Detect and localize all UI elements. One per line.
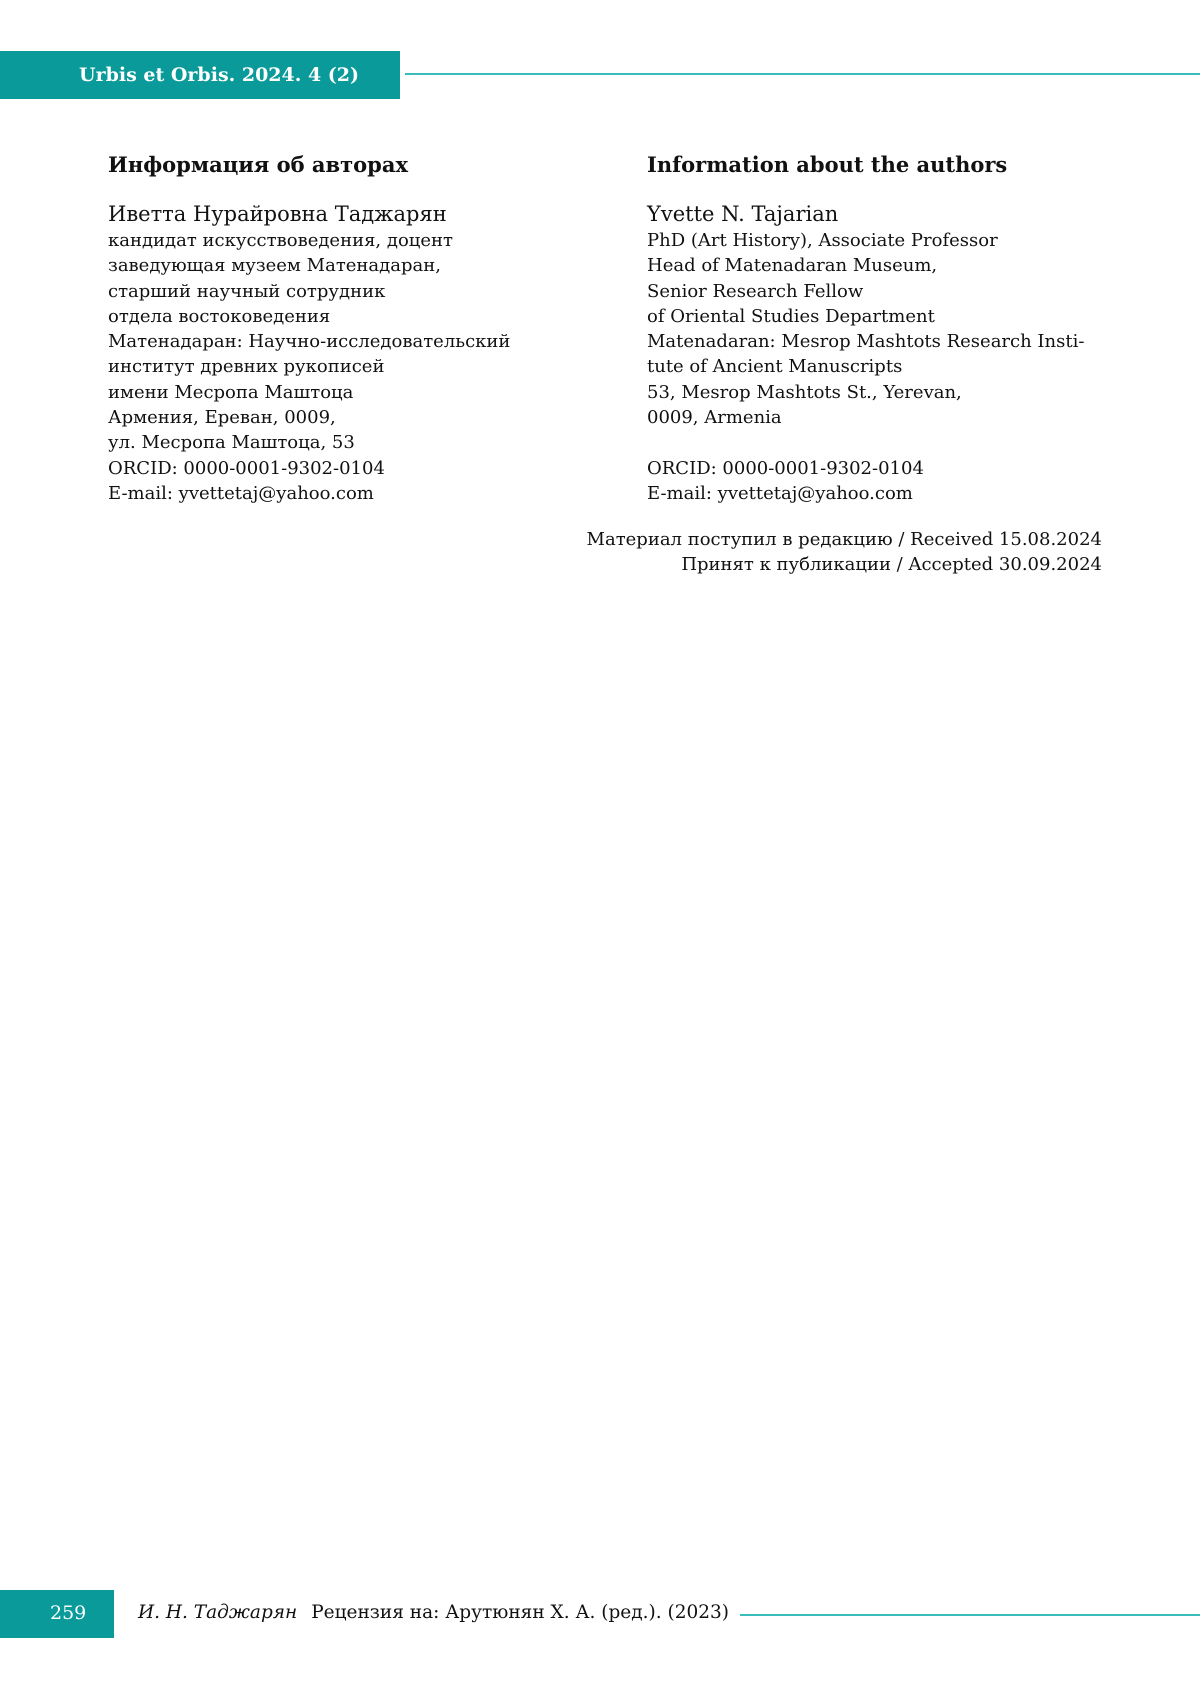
heading-en: Information about the authors: [647, 152, 1008, 177]
header-rule: [405, 73, 1200, 75]
info-line-ru: институт древних рукописей: [108, 356, 385, 378]
info-line-en: Matenadaran: Mesrop Mashtots Research Insti-: [647, 331, 1085, 353]
orcid-en: ORCID: 0000-0001-9302-0104: [647, 457, 924, 479]
email-ru[interactable]: E-mail: yvettetaj@yahoo.com: [108, 482, 374, 504]
footer-author: И. Н. Таджарян: [138, 1602, 298, 1623]
author-name-en: Yvette N. Tajarian: [647, 202, 839, 226]
running-footer: [138, 1600, 729, 1626]
info-line-ru: имени Месропа Маштоца: [108, 381, 354, 403]
info-line-en: of Oriental Studies Department: [647, 305, 935, 327]
info-line-ru: отдела востоковедения: [108, 305, 331, 327]
info-line-en: PhD (Art History), Associate Professor: [647, 230, 998, 251]
footer-title: Рецензия на: Арутюнян Х. А. (ред.). (2023): [311, 1602, 730, 1623]
footer-rule: [740, 1614, 1200, 1616]
journal-title: Urbis et Orbis. 2024. 4 (2): [79, 64, 360, 86]
info-line-en: Senior Research Fellow: [647, 280, 864, 302]
info-line-ru: ул. Месропа Маштоца, 53: [108, 432, 355, 454]
email-en[interactable]: E-mail: yvettetaj@yahoo.com: [647, 482, 913, 504]
orcid-ru: ORCID: 0000-0001-9302-0104: [108, 457, 385, 479]
info-line-en: 0009, Armenia: [647, 407, 782, 429]
info-line-ru: Армения, Ереван, 0009,: [108, 407, 336, 429]
info-line-ru: кандидат искусствоведения, доцент: [108, 230, 453, 251]
author-name-ru: Иветта Нурайровна Таджарян: [108, 202, 447, 226]
heading-ru: Информация об авторах: [108, 152, 408, 177]
authors-info-ru: [108, 150, 588, 506]
page-number: 259: [50, 1602, 87, 1624]
info-line-en: tute of Ancient Manuscripts: [647, 356, 903, 378]
submission-dates: [587, 527, 1102, 578]
info-line-en: Head of Matenadaran Museum,: [647, 255, 938, 277]
info-line-ru: Матенадаран: Научно-исследовательский: [108, 331, 511, 353]
info-line-ru: заведующая музеем Матенадаран,: [108, 255, 441, 277]
received-date: Материал поступил в редакцию / Received 15.08.2024: [586, 529, 1102, 550]
accepted-date: Принят к публикации / Accepted 30.09.2024: [681, 554, 1102, 576]
authors-info-en: [647, 150, 1127, 506]
info-line-ru: старший научный сотрудник: [108, 280, 386, 302]
info-line-en: 53, Mesrop Mashtots St., Yerevan,: [647, 381, 962, 403]
spacer: [647, 430, 1127, 455]
